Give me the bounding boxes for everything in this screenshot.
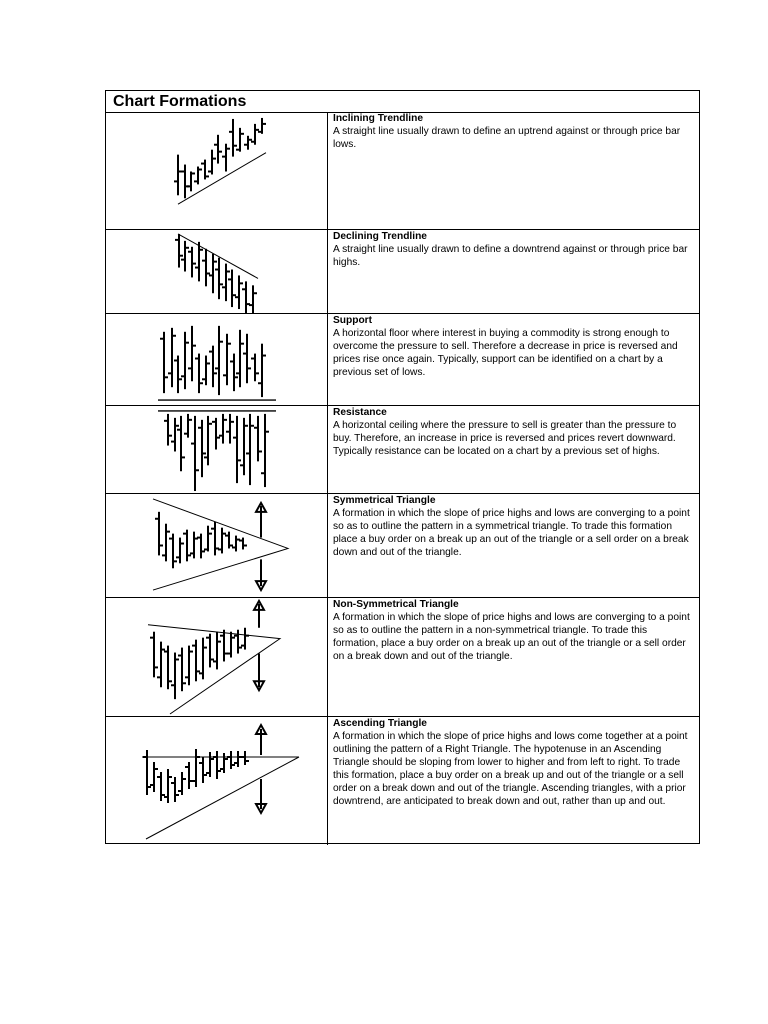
price-bar — [164, 769, 172, 803]
price-bar — [204, 526, 212, 552]
price-bar — [198, 420, 206, 477]
price-bar — [226, 414, 234, 444]
price-bar — [235, 275, 243, 309]
price-bar — [192, 749, 200, 787]
price-bar — [199, 757, 207, 783]
price-bar — [190, 532, 198, 559]
price-bar — [178, 648, 186, 692]
price-bar — [176, 538, 184, 564]
price-bar — [215, 326, 223, 395]
formation-description: A formation in which the slope of price highs and lows are converging to a point so as to outline the pattern in a non-symmetrical triangle. To trade this formation, place a buy order on a break up an out of the triangle or a sell order on a break down and out of the triangle. — [333, 612, 690, 662]
price-bar — [236, 330, 244, 387]
price-bar — [185, 646, 193, 686]
price-bar — [220, 630, 228, 662]
price-bar — [201, 160, 209, 180]
price-bar — [188, 247, 196, 278]
price-bar — [169, 534, 177, 569]
price-bar — [183, 530, 191, 562]
price-bar — [233, 416, 241, 483]
table-title-row — [106, 91, 699, 113]
price-bar — [220, 753, 228, 773]
table-row — [106, 112, 699, 230]
formation-description: A horizontal ceiling where the pressure to sell is greater than the pressure to buy. Therefore, an increase in price is reversed and prices revert downward. Typically resistance can be located on a chart by a previous set of highs. — [333, 420, 677, 457]
price-bar — [185, 762, 193, 789]
ascending-triangle-diagram — [106, 717, 328, 845]
price-bar — [222, 264, 230, 302]
price-bar — [258, 118, 266, 134]
price-bar — [195, 242, 203, 282]
price-bar — [244, 136, 252, 150]
price-bar — [243, 334, 251, 383]
price-bar — [194, 167, 202, 185]
price-bar — [195, 354, 203, 394]
price-bar — [240, 418, 248, 475]
price-bar — [215, 258, 223, 300]
price-bar — [174, 155, 182, 196]
table-title: Chart Formations — [113, 93, 247, 110]
price-bar — [223, 334, 231, 385]
formation-title: Resistance — [333, 407, 387, 418]
price-bar — [171, 418, 179, 452]
price-bar — [227, 632, 235, 658]
price-bar — [204, 416, 212, 465]
price-bar — [251, 124, 259, 145]
price-bar — [236, 128, 244, 152]
price-bar — [213, 632, 221, 670]
non-symmetrical-triangle-diagram — [106, 598, 328, 716]
price-bar — [197, 534, 205, 559]
price-bar — [168, 328, 176, 387]
price-bar — [162, 524, 170, 562]
price-bar — [150, 632, 158, 678]
formation-title: Declining Trendline — [333, 231, 427, 242]
price-bar — [192, 640, 200, 682]
price-bar — [225, 532, 233, 549]
table-row — [106, 494, 699, 598]
table-row — [106, 598, 699, 717]
price-bar — [177, 416, 185, 471]
price-bar — [227, 751, 235, 769]
price-bar — [249, 285, 257, 313]
price-bar — [178, 772, 186, 795]
formation-description: A straight line usually drawn to define a downtrend against or through price bar highs. — [333, 244, 688, 268]
price-bar — [181, 165, 189, 199]
price-bar — [241, 628, 249, 650]
price-bar — [175, 234, 183, 268]
price-bar — [157, 772, 165, 801]
price-bar — [209, 254, 217, 294]
price-bar — [150, 762, 158, 792]
price-bar — [246, 414, 254, 485]
price-bar — [219, 414, 227, 444]
formation-description: A formation in which the slope of price highs and lows are converging to a point so as to outline the pattern in a symmetrical triangle. To trade this formation place a buy order on a break up an out of the triangle or a sell order on a break down and out of the triangle. — [333, 508, 690, 558]
price-bar — [239, 538, 247, 550]
table-row — [106, 314, 699, 406]
price-bar — [251, 354, 259, 382]
formation-description: A straight line usually drawn to define an uptrend against or through price bar lows. — [333, 126, 681, 150]
price-bar — [202, 249, 210, 287]
symmetrical-triangle-diagram — [106, 494, 328, 597]
price-bar — [155, 512, 163, 556]
price-bar — [187, 171, 195, 191]
price-bar — [241, 751, 249, 765]
price-bar — [254, 416, 262, 461]
price-bar — [228, 270, 236, 308]
support-diagram — [106, 314, 328, 405]
formation-title: Inclining Trendline — [333, 113, 423, 124]
price-bar — [258, 344, 266, 397]
price-bar — [174, 356, 182, 394]
price-bar — [229, 119, 237, 157]
price-bar — [232, 536, 240, 552]
price-bar — [206, 752, 214, 777]
price-bar — [218, 528, 226, 554]
inclining-trendline-diagram — [106, 112, 328, 229]
price-bar — [202, 356, 210, 386]
formation-title: Non-Symmetrical Triangle — [333, 599, 459, 610]
formation-title: Ascending Triangle — [333, 718, 427, 729]
price-bar — [157, 642, 165, 688]
price-bar — [234, 630, 242, 654]
price-bar — [261, 414, 269, 487]
price-bar — [199, 638, 207, 680]
price-bar — [211, 522, 219, 556]
declining-trendline-diagram — [106, 230, 328, 313]
formation-title: Support — [333, 315, 373, 326]
price-bar — [171, 653, 179, 700]
formation-title: Symmetrical Triangle — [333, 495, 436, 506]
price-bar — [212, 418, 220, 450]
formation-description: A formation in which the slope of price highs and lows come together at a point outlining the pattern of a Right Triangle. The hypotenuse in an Ascending Triangle should be sloping from lower to higher and from left to right. To trade this formation, place a buy order on a break up and out of the triangle or a sell order on a break down and out of the triangle. Ascending triangles, with a prior downtrend, are anticipated to break down and out, rather than up and out. — [333, 731, 688, 807]
price-bar — [160, 332, 168, 393]
table-row — [106, 717, 699, 845]
price-bar — [164, 646, 172, 690]
price-bar — [209, 346, 217, 388]
price-bar — [188, 326, 196, 381]
price-bar — [213, 751, 221, 779]
price-bar — [181, 332, 189, 389]
price-bar — [234, 751, 242, 767]
formation-description: A horizontal floor where interest in buying a commodity is strong enough to overcome the pressure to sell. Therefore a decrease in price is reversed and prices rise once again. Typically, support can be identified on a chart by a previous set of lows. — [333, 328, 678, 378]
chart-formations-table — [105, 90, 700, 844]
price-bar — [171, 777, 179, 802]
price-bar — [184, 414, 192, 438]
price-bar — [222, 144, 230, 172]
table-row — [106, 406, 699, 494]
resistance-diagram — [106, 406, 328, 493]
price-bar — [208, 150, 216, 175]
price-bar — [164, 414, 172, 446]
price-bar — [191, 416, 199, 491]
table-row — [106, 230, 699, 314]
price-bar — [242, 281, 250, 313]
price-bar — [206, 634, 214, 668]
